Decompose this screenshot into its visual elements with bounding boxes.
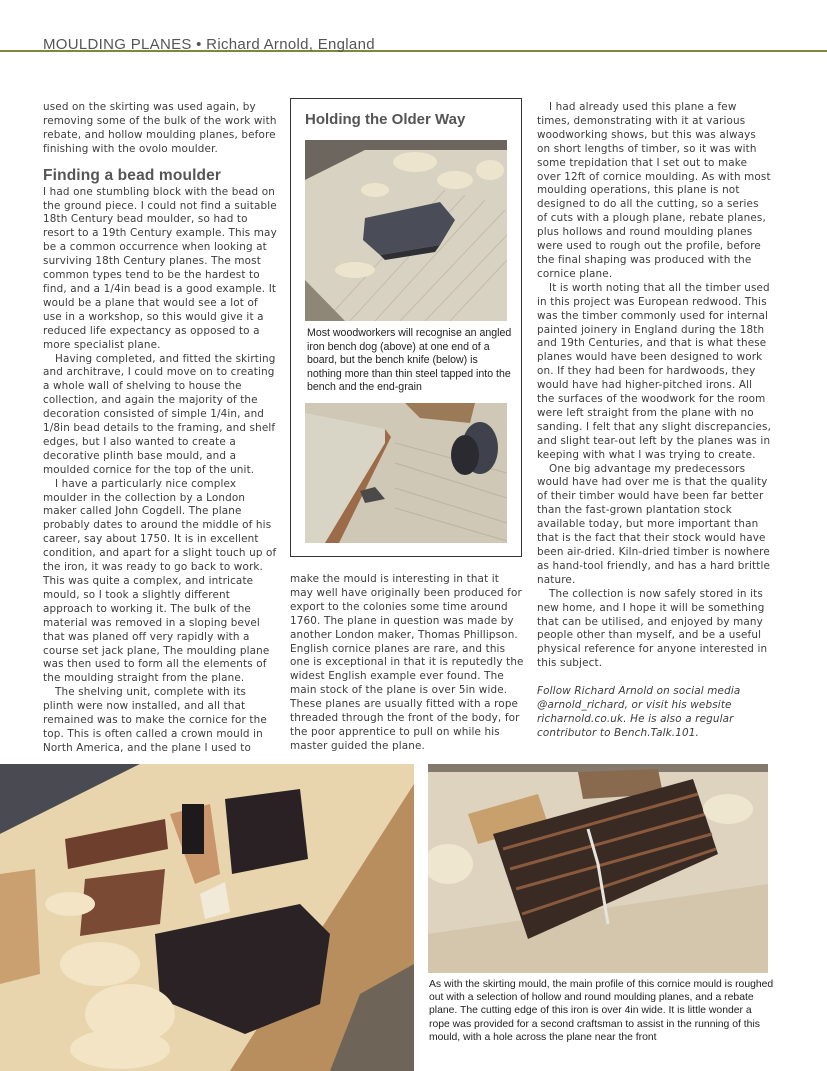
sidebar-caption: Most woodworkers will recognise an angled iron bench dog (above) at one end of a board, but the bench knife (below) is nothing more than thin steel tapped into the bench and the end-grain	[307, 327, 512, 394]
sidebar-title: Holding the Older Way	[305, 111, 466, 128]
paragraph: It is worth noting that all the timber used in this project was European redwood. This was the timber commonly used for internal painted joinery in England during the 18th and 19th Centuries, and that is what these planes would have been designed to work on. If they had been for hardwoods, they would have had higher-pitched irons. All the surfaces of the woodwork for the room were left straight from the plane with no sanding. I felt that any slight discrepancies, and slight tear-out left by the planes was in keeping with what I was trying to create.	[537, 281, 772, 461]
paragraph: One big advantage my predecessors would have had over me is that the quality of their timber would have been far better than the fast-grown plantation stock available today, but more important than that is the fact that their stock would have been air-dried. Kiln-dried timber is nowhere as hand-tool friendly, and has a hard brittle nature.	[537, 462, 771, 586]
sidebar-box	[290, 98, 522, 557]
paragraph: The shelving unit, complete with its plinth were now installed, and all that remained was to make the cornice for the top. This is often called a crown mould in North America, and the plane I used to	[43, 686, 267, 754]
running-header-title: MOULDING PLANES • Richard Arnold, England	[43, 36, 375, 53]
paragraph: make the mould is interesting in that it may well have originally been produced for export to the colonies some time around 1760. The plane in question was made by another London maker, Thomas Phillipson. English cornice planes are rare, and this one is exceptional in that it is reputedly the widest English example ever found. The main stock of the plane is over 5in wide. These planes are usually fitted with a rope threaded through the front of the body, for the poor apprentice to pull on while his master guided the plane.	[290, 573, 524, 752]
paragraph: I had one stumbling block with the bead on the ground piece. I could not find a suitable 18th Century bead moulder, so had to resort to a 19th Century example. This may be a common occurrence when looking at surviving 18th Century planes. The most common types tend to be the hardest to find, and a 1/4in bead is a good example. It would be a plane that would see a lot of use in a workshop, so this would give it a reduced life expectancy as opposed to a more specialist plane.	[43, 185, 277, 351]
article-column-3	[537, 101, 772, 741]
bench-dog-photo	[305, 140, 507, 321]
page-header	[0, 0, 827, 52]
paragraph: I have a particularly nice complex moulder in the collection by a London maker called John Cogdell. The plane probably dates to around the middle of his career, say about 1750. It is in excellent condition, and apart for a slight touch up of the iron, it was ready to go back to work. This was quite a complex, and intricate mould, so I took a slightly different approach to working it. The bulk of the material was removed in a sloping bevel that was planed off very rapidly with a course set jack plane, The moulding plane was then used to form all the elements of the moulding straight from the plane.	[43, 477, 277, 685]
paragraph: I had already used this plane a few times, demonstrating with it at various woodworking shows, but this was always on short lengths of timber, so it was with some trepidation that I set out to make over 12ft of cornice moulding. As with most moulding operations, this plane is not designed to do all the cutting, so a series of cuts with a plough plane, rebate planes, plus hollows and round moulding planes were used to rough out the profile, before the final shaping was produced with the cornice plane.	[537, 101, 771, 280]
bench-knife-photo	[305, 403, 507, 543]
moulding-plane-bench-photo	[0, 764, 414, 1071]
paragraph: The collection is now safely stored in its new home, and I hope it will be something that can be utilised, and enjoyed by many people other than myself, and be a useful physical reference for anyone interested in this subject.	[537, 587, 768, 670]
article-column-2	[290, 573, 525, 754]
paragraph: Having completed, and fitted the skirting and architrave, I could move on to creating a whole wall of shelving to house the collection, and again the majority of the decoration consisted of simple 1/4in, and 1/8in bead details to the framing, and shelf edges, but I also wanted to create a decorative plinth base mould, and a moulded cornice for the top of the unit.	[43, 352, 276, 476]
paragraph: used on the skirting was used again, by removing some of the bulk of the work with rebate, and hollow moulding planes, before finishing with the ovolo moulder.	[43, 101, 277, 155]
cornice-plane-photo	[428, 764, 768, 973]
author-bio: Follow Richard Arnold on social media @arnold_richard, or visit his website richarnold.co.uk. He is also a regular contributor to Bench.Talk.101.	[537, 685, 741, 739]
section-heading: Finding a bead moulder	[43, 166, 222, 184]
bottom-photo-caption: As with the skirting mould, the main profile of this cornice mould is roughed out with a selection of hollow and round moulding planes, and a rebate plane. The cutting edge of this iron is over 4in wide. It is little wonder a rope was provided for a second craftsman to assist in the running of this mould, with a hole across the plane near the front	[429, 979, 774, 1043]
article-column-1	[43, 101, 278, 756]
